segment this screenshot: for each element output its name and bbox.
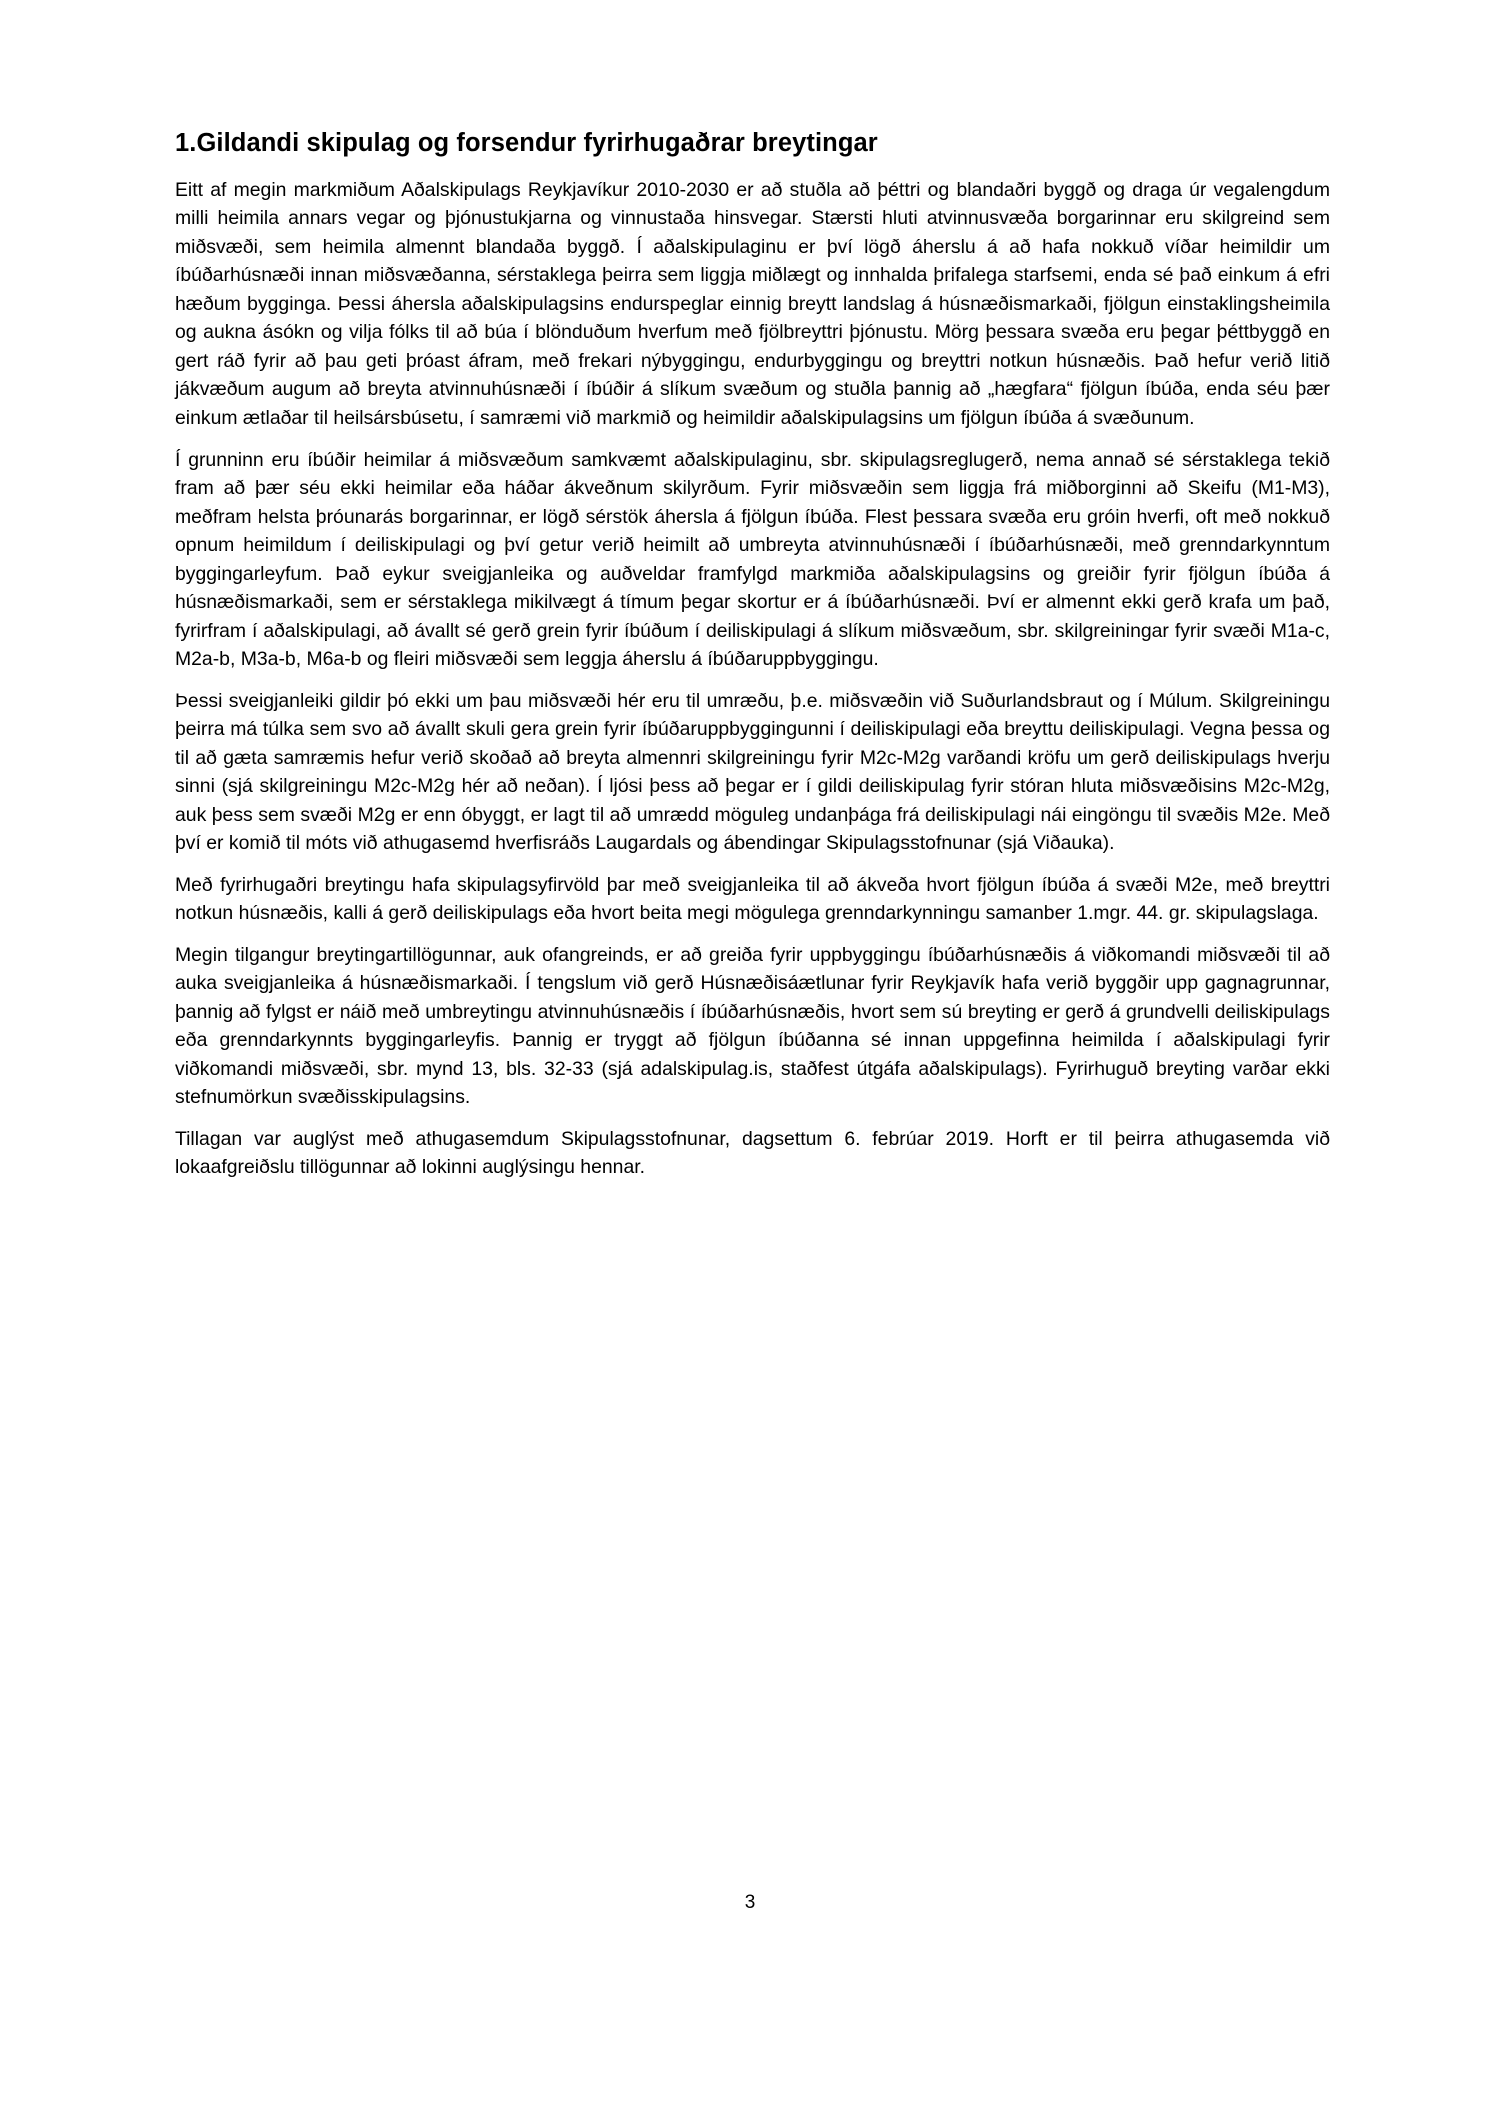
paragraph-1: Eitt af megin markmiðum Aðalskipulags Reykjavíkur 2010-2030 er að stuðla að þéttri og blandaðri byggð og draga úr vegalengdum milli heimila annars vegar og þjónustukjarna og vinnustaða hinsvegar. Stærsti hluti atvinnusvæða borgarinnar eru skilgreind sem miðsvæði, sem heimila almennt blandaða byggð. Í aðalskipulaginu er því lögð áherslu á að hafa nokkuð víðar heimildir um íbúðarhúsnæði innan miðsvæðanna, sérstaklega þeirra sem liggja miðlægt og innhalda þrifalega starfsemi, enda sé það einkum á efri hæðum bygginga. Þessi áhersla aðalskipulagsins endurspeglar einnig breytt landslag á húsnæðismarkaði, fjölgun einstaklingsheimila og aukna ásókn og vilja fólks til að búa í blönduðum hverfum með fjölbreyttri þjónustu. Mörg þessara svæða eru þegar þéttbyggð en gert ráð fyrir að þau geti þróast áfram, með frekari nýbyggingu, endurbyggingu og breyttri notkun húsnæðis. Það hefur verið litið jákvæðum augum að breyta atvinnuhúsnæði í íbúðir á slíkum svæðum og stuðla þannig að „hægfara“ fjölgun íbúða, enda séu þær einkum ætlaðar til heilsársbúsetu, í samræmi við markmið og heimildir aðalskipulagsins um fjölgun íbúða á svæðunum.	[175, 178, 1330, 429]
page-title: 1.Gildandi skipulag og forsendur fyrirhugaðrar breytingar	[175, 129, 878, 157]
page-number: 3	[744, 1892, 756, 1913]
paragraph-3: Þessi sveigjanleiki gildir þó ekki um þau miðsvæði hér eru til umræðu, þ.e. miðsvæðin við Suðurlandsbraut og í Múlum. Skilgreiningu þeirra má túlka sem svo að ávallt skuli gera grein fyrir íbúðaruppbyggingunni í deiliskipulagi eða breyttu deiliskipulagi. Vegna þessa og til að gæta samræmis hefur verið skoðað að breyta almennri skilgreiningu fyrir M2c-M2g varðandi kröfu um gerð deiliskipulags hverju sinni (sjá skilgreiningu M2c-M2g hér að neðan). Í ljósi þess að þegar er í gildi deiliskipulag fyrir stóran hluta miðsvæðisins M2c-M2g, auk þess sem svæði M2g er enn óbyggt, er lagt til að umrædd möguleg undanþága frá deiliskipulagi nái eingöngu til svæðis M2e. Með því er komið til móts við athugasemd hverfisráðs Laugardals og ábendingar Skipulagsstofnunar (sjá Viðauka).	[175, 689, 1330, 855]
paragraph-5: Megin tilgangur breytingartillögunnar, auk ofangreinds, er að greiða fyrir uppbyggingu íbúðarhúsnæðis á viðkomandi miðsvæði til að auka sveigjanleika á húsnæðismarkaði. Í tengslum við gerð Húsnæðisáætlunar fyrir Reykjavík hafa verið byggðir upp gagnagrunnar, þannig að fylgst er náið með umbreytingu atvinnuhúsnæðis í íbúðarhúsnæðis, hvort sem sú breyting er gerð á grundvelli deiliskipulags eða grenndarkynnts byggingarleyfis. Þannig er tryggt að fjölgun íbúðanna sé innan uppgefinna heimilda í aðalskipulagi fyrir viðkomandi miðsvæði, sbr. mynd 13, bls. 32-33 (sjá adalskipulag.is, staðfest útgáfa aðalskipulags). Fyrirhuguð breyting varðar ekki stefnumörkun svæðisskipulagsins.	[175, 943, 1330, 1109]
paragraph-4: Með fyrirhugaðri breytingu hafa skipulagsyfirvöld þar með sveigjanleika til að ákveða hvort fjölgun íbúða á svæði M2e, með breyttri notkun húsnæðis, kalli á gerð deiliskipulags eða hvort beita megi mögulega grenndarkynningu samanber 1.mgr. 44. gr. skipulagslaga.	[175, 873, 1330, 925]
paragraph-6: Tillagan var auglýst með athugasemdum Skipulagsstofnunar, dagsettum 6. febrúar 2019. Horft er til þeirra athugasemda við lokaafgreiðslu tillögunnar að lokinni auglýsingu hennar.	[175, 1127, 1330, 1179]
paragraph-2: Í grunninn eru íbúðir heimilar á miðsvæðum samkvæmt aðalskipulaginu, sbr. skipulagsreglugerð, nema annað sé sérstaklega tekið fram að þær séu ekki heimilar eða háðar ákveðnum skilyrðum. Fyrir miðsvæðin sem liggja frá miðborginni að Skeifu (M1-M3), meðfram helsta þróunarás borgarinnar, er lögð sérstök áhersla á fjölgun íbúða. Flest þessara svæða eru gróin hverfi, oft með nokkuð opnum heimildum í deiliskipulagi og því getur verið heimilt að umbreyta atvinnuhúsnæði í íbúðarhúsnæði, með grenndarkynntum byggingarleyfum. Það eykur sveigjanleika og auðveldar framfylgd markmiða aðalskipulagsins og greiðir fyrir fjölgun íbúða á húsnæðismarkaði, sem er sérstaklega mikilvægt á tímum þegar skortur er á íbúðarhúsnæði. Því er almennt ekki gerð krafa um það, fyrirfram í aðalskipulagi, að ávallt sé gerð grein fyrir íbúðum í deiliskipulagi á slíkum miðsvæðum, sbr. skilgreiningar fyrir svæði M1a-c, M2a-b, M3a-b, M6a-b og fleiri miðsvæði sem leggja áherslu á íbúðaruppbyggingu.	[175, 448, 1330, 671]
